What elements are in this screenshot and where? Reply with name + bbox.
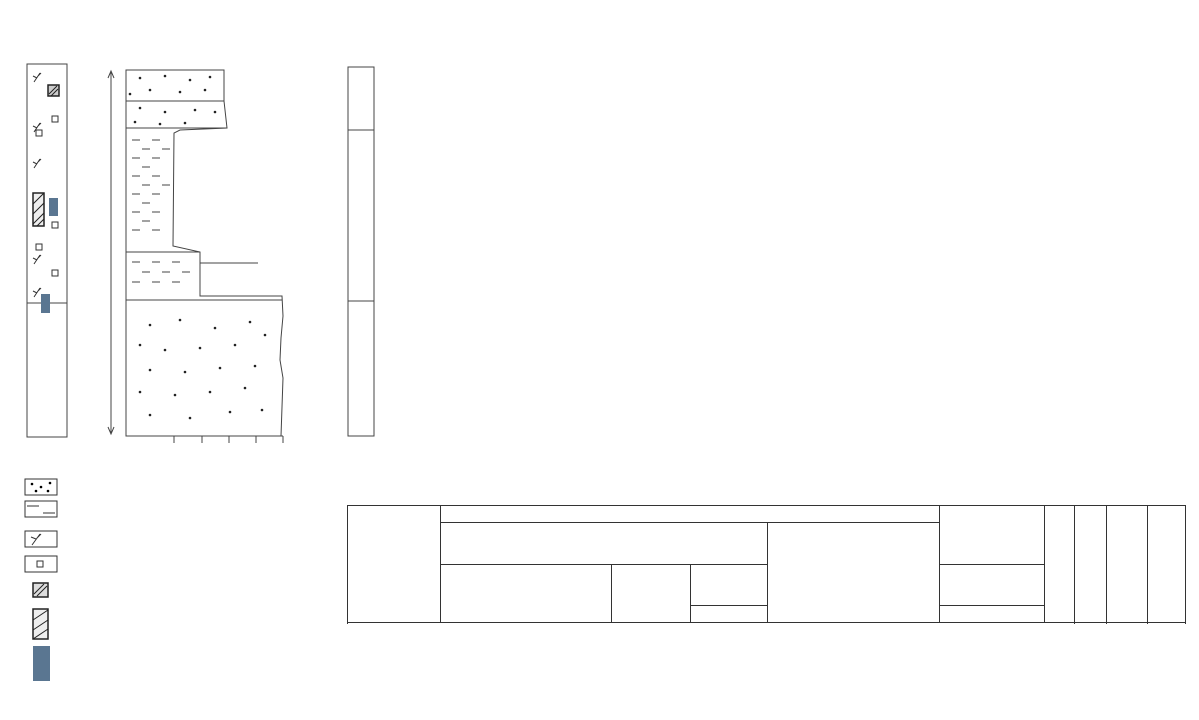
header-arecaceae xyxy=(690,564,767,606)
legend-item-argila xyxy=(24,498,68,520)
clay-pattern xyxy=(132,140,190,282)
units-column xyxy=(348,67,374,436)
header-gimnospermas xyxy=(940,506,1045,565)
roots-icon xyxy=(24,530,58,548)
legend-item-blocos xyxy=(24,579,68,601)
header-angiosperma xyxy=(440,506,940,523)
blocks-icon xyxy=(48,85,59,96)
phytolith-table xyxy=(347,505,1186,623)
prism-icon xyxy=(33,193,44,226)
mottle-icon xyxy=(24,555,58,573)
legend-item-prismatica xyxy=(24,607,68,641)
header-indeterminado xyxy=(1045,506,1075,623)
blocks-icon xyxy=(24,581,58,599)
header-iph xyxy=(1075,506,1107,623)
header-dp xyxy=(1147,506,1185,623)
clay-icon xyxy=(24,500,58,518)
legend-item-mosqueamentos xyxy=(24,553,68,575)
legend-item-amostras xyxy=(24,646,68,682)
sample-icon xyxy=(24,646,58,682)
header-ic xyxy=(1107,506,1147,623)
sample-marker xyxy=(41,294,50,313)
header-ciperaceae xyxy=(612,564,690,623)
header-palmeiras xyxy=(690,606,767,623)
sand-icon xyxy=(24,478,58,496)
soil-column xyxy=(27,64,67,437)
header-amostra xyxy=(348,506,441,623)
legend-item-raizes xyxy=(24,528,68,550)
header-monocot xyxy=(440,523,768,565)
header-araucaria xyxy=(940,606,1045,623)
roots-icon xyxy=(33,73,41,297)
header-dicot xyxy=(768,523,940,623)
legend-item-areia xyxy=(24,476,68,498)
header-poaceae xyxy=(440,564,612,623)
prism-icon xyxy=(24,608,58,640)
header-araucariaceae xyxy=(940,564,1045,606)
grain-axis xyxy=(174,436,283,443)
sample-marker xyxy=(49,198,58,216)
sediment-outline xyxy=(126,70,283,436)
sand-pattern xyxy=(129,75,267,420)
